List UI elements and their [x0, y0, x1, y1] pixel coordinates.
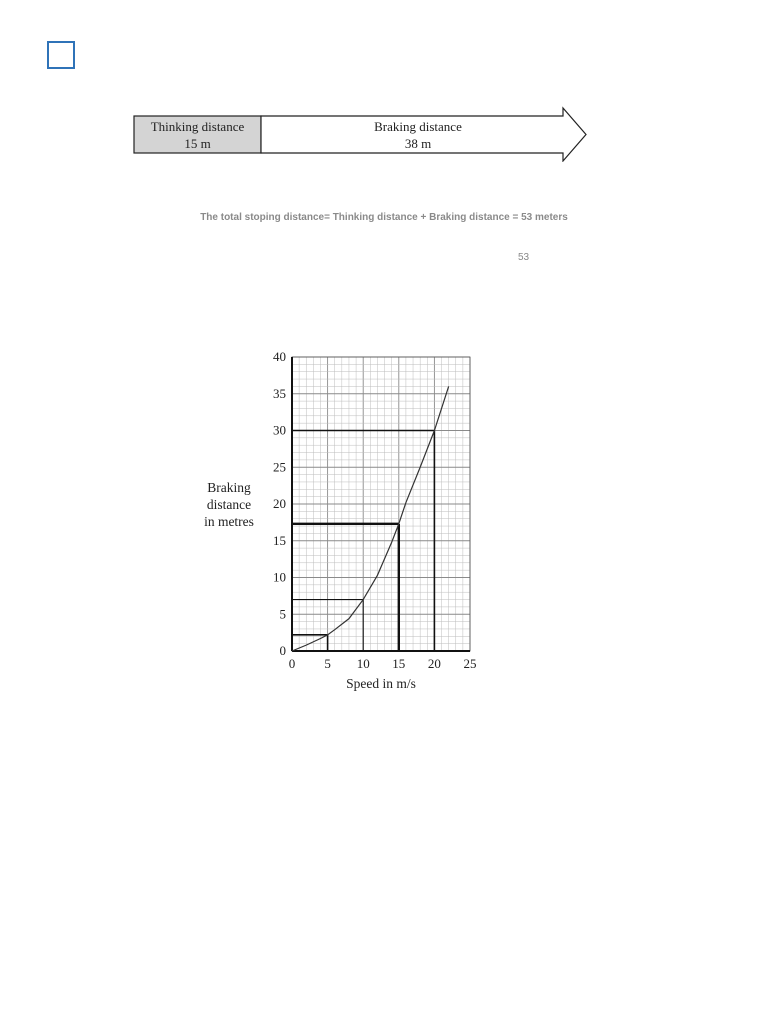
y-tick-label: 25 [273, 459, 286, 475]
braking-distance-value: 38 m [404, 136, 432, 151]
y-tick-label: 5 [279, 606, 286, 622]
y-tick-label: 10 [273, 569, 286, 585]
total-distance-note: The total stoping distance= Thinking distance + Braking distance = 53 meters [200, 212, 568, 223]
y-axis-label: distance [206, 497, 252, 512]
y-tick-label: 40 [273, 349, 286, 364]
x-tick-label: 5 [324, 656, 331, 671]
x-tick-label: 25 [463, 656, 477, 671]
y-axis-label: Braking [207, 480, 251, 495]
y-axis-label: in metres [204, 514, 254, 529]
answer-checkbox[interactable] [47, 41, 75, 69]
y-tick-label: 35 [273, 385, 286, 401]
braking-distance-label: Braking distance [374, 119, 462, 134]
page-number: 53 [518, 252, 530, 263]
y-tick-label: 15 [273, 532, 286, 548]
y-tick-label: 30 [273, 422, 286, 438]
braking-distance-chart [195, 345, 485, 705]
x-axis-label: Speed in m/s [346, 676, 416, 691]
thinking-distance-label: Thinking distance [150, 119, 245, 134]
x-tick-label: 0 [288, 656, 296, 671]
y-tick-label: 0 [279, 643, 286, 658]
chart-svg [195, 345, 485, 705]
stopping-distance-diagram [133, 106, 588, 162]
x-tick-label: 15 [392, 656, 406, 671]
thinking-distance-value: 15 m [184, 136, 211, 151]
x-tick-label: 10 [356, 656, 370, 671]
x-tick-label: 20 [427, 656, 441, 671]
y-tick-label: 20 [273, 496, 286, 511]
